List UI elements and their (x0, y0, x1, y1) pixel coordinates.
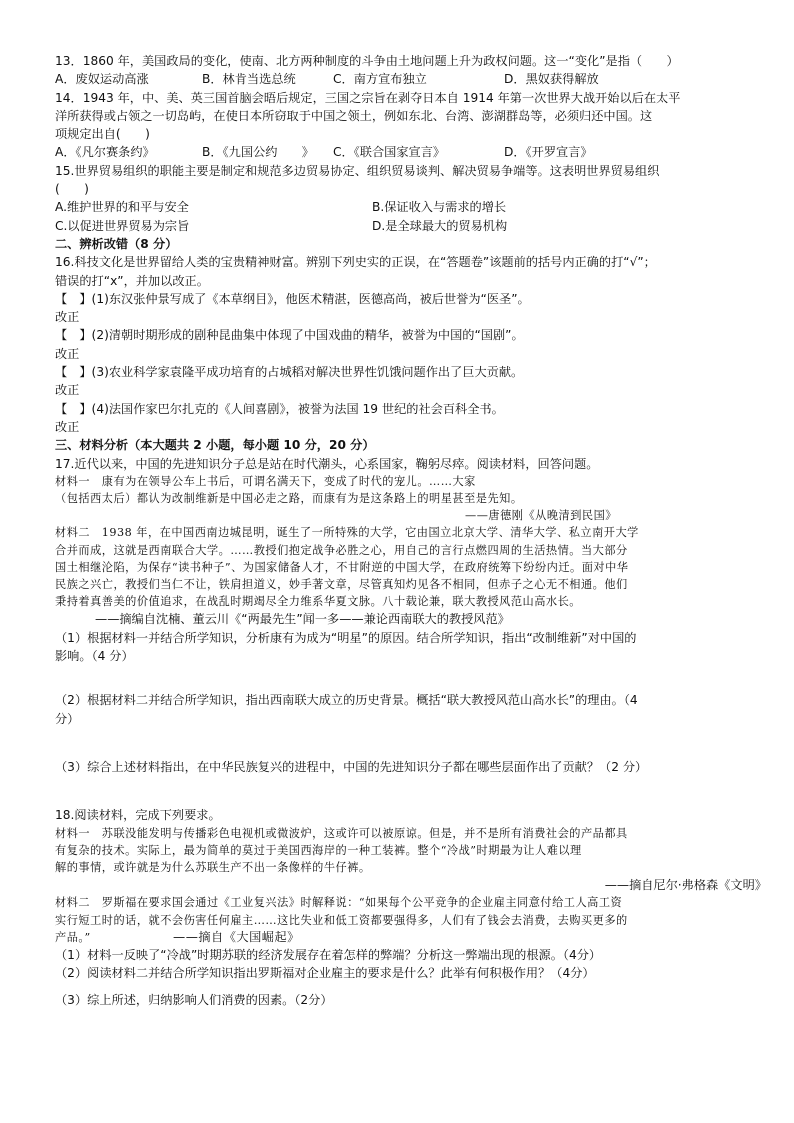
q18-question-2: （2）阅读材料二并结合所学知识指出罗斯福对企业雇主的要求是什么？此举有何积极作用？（4分） (55, 966, 595, 981)
q17-material2-line: 秉持着真善美的价值追求，在战乱时期竭尽全力维系华夏文脉。八十载论兼，联大教授风范山高水长。 (55, 595, 581, 609)
q17-material1-source: ——唐德刚《从晚清到民国》 (465, 509, 617, 523)
answer-space (55, 728, 767, 758)
q13-option-c: C．南方宣布独立 (333, 72, 427, 87)
q18-material1-line: 材料一 苏联没能发明与传播彩色电视机或微波炉，这或许可以被原谅。但是，并不是所有消费社会的产品都具 (55, 826, 628, 840)
q18-intro: 18.阅读材料，完成下列要求。 (55, 808, 221, 823)
q17-question-2: （2）根据材料二并结合所学知识，指出西南联大成立的历史背景。概括“联大教授风范山高水长”的理由。（4 (55, 693, 638, 708)
q14-option-c: C．《联合国家宣言》 (333, 145, 446, 160)
q14-option-d: D．《开罗宣言》 (504, 145, 593, 160)
q13-options (55, 70, 767, 88)
exam-page (55, 52, 767, 1009)
q18-question-1: （1）材料一反映了“冷战”时期苏联的经济发展存在着怎样的弊端？分析这一弊端出现的根源。（4分） (55, 948, 602, 963)
q18-material1-line: 解的事情，或许就是为什么苏联生产不出一条像样的牛仔裤。 (55, 860, 371, 874)
answer-space (55, 776, 767, 806)
answer-space (55, 983, 767, 991)
q17-intro: 17.近代以来，中国的先进知识分子总是站在时代潮头，心系国家，鞠躬尽瘁。阅读材料，回答问题。 (55, 456, 599, 471)
q14-stem-line: 14．1943 年，中、美、英三国首脑会晤后规定，三国之宗旨在剥夺日本自 1914 年第一次世界大战开始以后在太平 (55, 90, 681, 105)
q17-material1-line: 材料一 康有为在领导公车上书后，可谓名满天下，变成了时代的宠儿。……大家 (55, 474, 476, 488)
q15-options-row1 (55, 198, 767, 216)
q17-material2-source: ——摘编自沈楠、董云川《“两最先生”闻一多——兼论西南联大的教授风范》 (95, 612, 510, 627)
q15-option-a: A.维护世界的和平与安全 (55, 200, 189, 215)
q18-material1-source: ——摘自尼尔·弗格森《文明》 (604, 878, 767, 893)
q18-material2-text: 产品。” (55, 930, 91, 944)
q17-question-3: （3）综合上述材料指出，在中华民族复兴的进程中，中国的先进知识分子都在哪些层面作出了贡献？（2 分） (55, 759, 648, 774)
section2-title: 二、辨析改错（8 分） (55, 236, 178, 251)
q17-material2-line: 合并而成，这就是西南联合大学。……教授们抱定战争必胜之心，用自己的言行点燃四周的生活热情。当大部分 (55, 543, 628, 557)
q16-item-3: 【 】(3)农业科学家袁隆平成功培育的占城稻对解决世界性饥饿问题作出了巨大贡献。 (55, 365, 524, 380)
q13-option-d: D．黑奴获得解放 (504, 72, 599, 87)
q13-stem: 13．1860 年，美国政局的变化，使南、北方两种制度的斗争由土地问题上升为政权问题。这一“变化”是指（ ） (55, 54, 679, 68)
q18-material2-line: 材料二 罗斯福在要求国会通过《工业复兴法》时解释说：“如果每个公平竞争的企业雇主同意付给工人高工资 (55, 896, 623, 910)
q17-material2-line: 材料二 1938 年，在中国西南边城昆明，诞生了一所特殊的大学，它由国立北京大学、清华大学、私立南开大学 (55, 526, 639, 540)
q18-material2-line: 实行短工时的话，就不会伤害任何雇主……这比失业和低工资都要强得多，人们有了钱会去消费，去购买更多的 (55, 913, 628, 927)
q14-options (55, 143, 767, 161)
q16-correction-label: 改正 (55, 383, 80, 398)
answer-space (55, 665, 767, 691)
q13-option-b: B．林肯当选总统 (202, 72, 296, 87)
q18-material1-line: 有复杂的技术。实际上，最为简单的莫过于美国西海岸的一种工装裤。整个“冷战”时期最为让人难以理 (55, 843, 582, 857)
q16-intro-line: 错误的打“x”，并加以改正。 (55, 273, 209, 288)
q16-item-2: 【 】(2)清朝时期形成的剧种昆曲集中体现了中国戏曲的精华，被誉为中国的“国剧”。 (55, 328, 524, 343)
q17-material1-line: （包括西太后）都认为改制维新是中国必走之路，而康有为是这条路上的明星甚至是先知。 (55, 492, 523, 506)
q15-option-d: D.是全球最大的贸易机构 (372, 218, 508, 233)
q16-item-1: 【 】(1)东汉张仲景写成了《本草纲目》，他医术精湛，医德高尚，被后世誉为“医圣”。 (55, 291, 530, 306)
q15-stem-line: 15.世界贸易组织的职能主要是制定和规范多边贸易协定、组织贸易谈判、解决贸易争端等。这表明世界贸易组织 (55, 163, 660, 178)
q14-option-a: A．《凡尔赛条约》 (55, 145, 155, 160)
q18-question-3: （3）综上所述，归纳影响人们消费的因素。（2分） (55, 992, 333, 1007)
q15-option-b: B.保证收入与需求的增长 (372, 200, 507, 215)
q15-stem-line: ( ) (55, 182, 89, 197)
q14-option-b: B．《九国公约 》 (202, 145, 314, 160)
q16-item-4: 【 】(4)法国作家巴尔扎克的《人间喜剧》，被誉为法国 19 世纪的社会百科全书。 (55, 401, 504, 416)
q15-options-row2 (55, 217, 767, 235)
q16-correction-label: 改正 (55, 419, 80, 434)
q17-material2-line: 民族之兴亡，教授们当仁不让，铁肩担道义，妙手著文章，尽管真知灼见各不相同，但赤子之心无不相通。他们 (55, 578, 628, 592)
q17-question-2-cont: 分） (55, 711, 80, 726)
q13-option-a: A．废奴运动高涨 (55, 72, 149, 87)
q14-stem-line: 洋所获得或占领之一切岛屿，在使日本所窃取于中国之领土，例如东北、台湾、澎湖群岛等，必须归还中国。这 (55, 108, 653, 123)
q16-correction-label: 改正 (55, 346, 80, 361)
q17-question-1: （1）根据材料一并结合所学知识，分析康有为成为“明星”的原因。结合所学知识，指出“改制维新”对中国的 (55, 630, 637, 645)
q14-stem-line: 项规定出自( ) (55, 127, 150, 142)
q17-material2-line: 国土相继沦陷，为保存“读书种子”、为国家储备人才，不甘附逆的中国大学，在政府统筹下纷纷内迁。面对中华 (55, 560, 629, 574)
section3-title: 三、材料分析（本大题共 2 小题，每小题 10 分，20 分） (55, 438, 375, 453)
q17-question-1-cont: 影响。（4 分） (55, 649, 134, 664)
q16-intro-line: 16.科技文化是世界留给人类的宝贵精神财富。辨别下列史实的正误，在“答题卷”该题前的括号内正确的打“√”； (55, 255, 656, 270)
q16-correction-label: 改正 (55, 310, 80, 325)
q15-option-c: C.以促进世界贸易为宗旨 (55, 218, 190, 233)
q18-material2-source: ——摘自《大国崛起》 (173, 929, 300, 944)
q18-material2-line (55, 929, 767, 946)
